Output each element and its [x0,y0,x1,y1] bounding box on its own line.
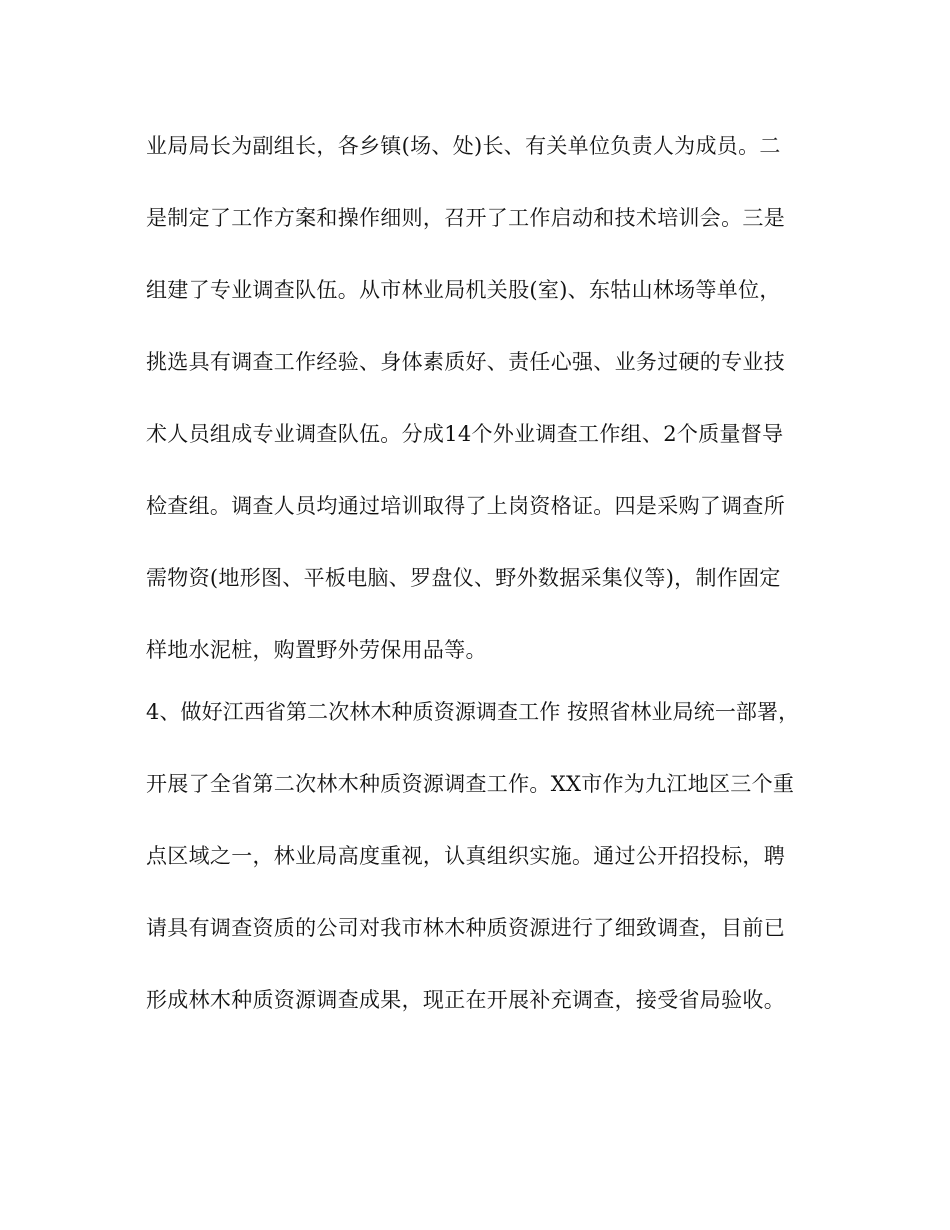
text-line: 是制定了工作方案和操作细则，召开了工作启动和技术培训会。三是 [146,206,785,230]
text-line: 检查组。调查人员均通过培训取得了上岗资格证。四是采购了调查所 [146,494,785,518]
text-line: 形成林木种质资源调查成果，现正在开展补充调查，接受省局验收。 [146,988,785,1012]
text-line: 需物资(地形图、平板电脑、罗盘仪、野外数据采集仪等)，制作固定 [146,566,781,590]
text-line: 开展了全省第二次林木种质资源调查工作。XX市作为九江地区三个重 [146,772,795,796]
text-line: 术人员组成专业调查队伍。分成14个外业调查工作组、2个质量督导 [146,422,784,446]
text-line: 样地水泥桩，购置野外劳保用品等。 [146,638,487,662]
text-line: 请具有调查资质的公司对我市林木种质资源进行了细致调查，目前已 [146,916,785,940]
text-line: 业局局长为副组长，各乡镇(场、处)长、有关单位负责人为成员。二 [146,134,781,158]
text-line: 点区域之一，林业局高度重视，认真组织实施。通过公开招投标，聘 [146,844,785,868]
section-heading-line: 4、做好江西省第二次林木种质资源调查工作 按照省林业局统一部署， [146,700,800,724]
text-line: 挑选具有调查工作经验、身体素质好、责任心强、业务过硬的专业技 [146,350,785,374]
text-line: 组建了专业调查队伍。从市林业局机关股(室)、东牯山林场等单位， [146,278,781,302]
